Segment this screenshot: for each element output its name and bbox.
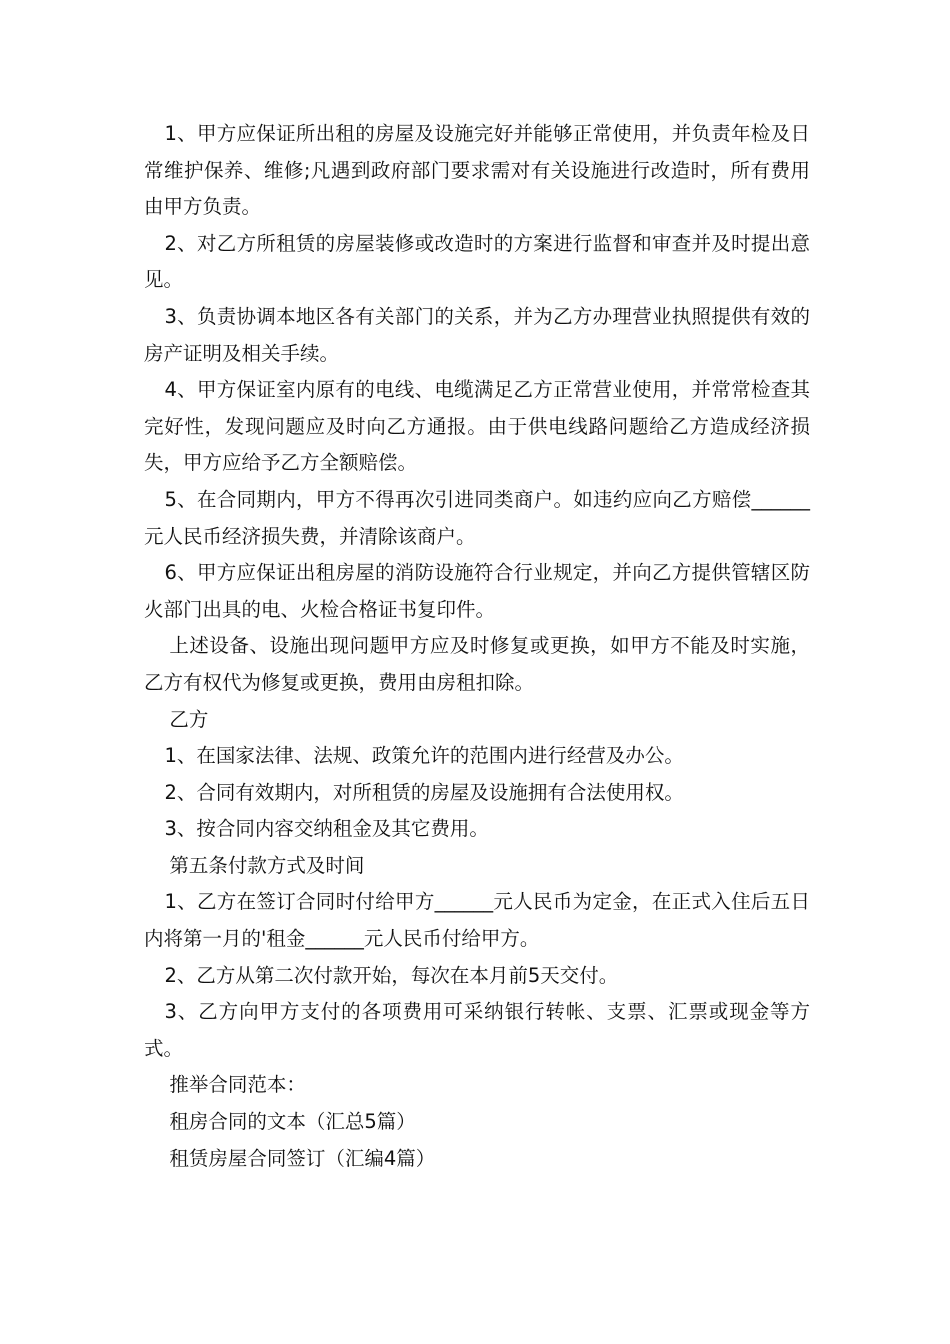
paragraph-payment-1: 1、乙方在签订合同时付给甲方______元人民币为定金，在正式入住后五日内将第一月的'租金______元人民币付给甲方。 xyxy=(144,890,810,951)
paragraph-tenant-right-1: 1、在国家法律、法规、政策允许的范围内进行经营及办公。 xyxy=(164,744,684,768)
recommended-link-2[interactable]: 租赁房屋合同签订（汇编4篇） xyxy=(169,1146,436,1170)
paragraph-landlord-duty-5: 5、在合同期内，甲方不得再次引进同类商户。如违约应向乙方赔偿______元人民币经济损失费，并清除该商户。 xyxy=(144,487,810,548)
paragraph-landlord-duty-6: 6、甲方应保证出租房屋的消防设施符合行业规定，并向乙方提供管辖区防火部门出具的电、火检合格证书复印件。 xyxy=(144,561,810,621)
paragraph-landlord-summary: 上述设备、设施出现问题甲方应及时修复或更换，如甲方不能及时实施，乙方有权代为修复或更换，费用由房租扣除。 xyxy=(144,634,810,694)
paragraph-tenant-right-3: 3、按合同内容交纳租金及其它费用。 xyxy=(164,817,489,841)
paragraph-landlord-duty-2: 2、对乙方所租赁的房屋装修或改造时的方案进行监督和审查并及时提出意见。 xyxy=(144,231,810,292)
paragraph-landlord-duty-4: 4、甲方保证室内原有的电线、电缆满足乙方正常营业使用，并常常检查其完好性，发现问题应及时向乙方通报。由于供电线路问题给乙方造成经济损失，甲方应给予乙方全额赔偿。 xyxy=(144,378,810,475)
section-heading-payment: 第五条付款方式及时间 xyxy=(169,853,365,877)
document-body xyxy=(144,116,810,1177)
section-heading-tenant: 乙方 xyxy=(169,707,209,731)
paragraph-landlord-duty-3: 3、负责协调本地区各有关部门的关系，并为乙方办理营业执照提供有效的房产证明及相关手续。 xyxy=(144,304,810,365)
paragraph-landlord-duty-1: 1、甲方应保证所出租的房屋及设施完好并能够正常使用，并负责年检及日常维护保养、维修;凡遇到政府部门要求需对有关设施进行改造时，所有费用由甲方负责。 xyxy=(144,122,810,219)
paragraph-payment-3: 3、乙方向甲方支付的各项费用可采纳银行转帐、支票、汇票或现金等方式。 xyxy=(144,1000,810,1060)
recommended-heading: 推举合同范本： xyxy=(169,1073,306,1097)
recommended-link-1[interactable]: 租房合同的文本（汇总5篇） xyxy=(169,1110,416,1134)
paragraph-payment-2: 2、乙方从第二次付款开始，每次在本月前5天交付。 xyxy=(164,963,619,987)
paragraph-tenant-right-2: 2、合同有效期内，对所租赁的房屋及设施拥有合法使用权。 xyxy=(164,780,684,804)
